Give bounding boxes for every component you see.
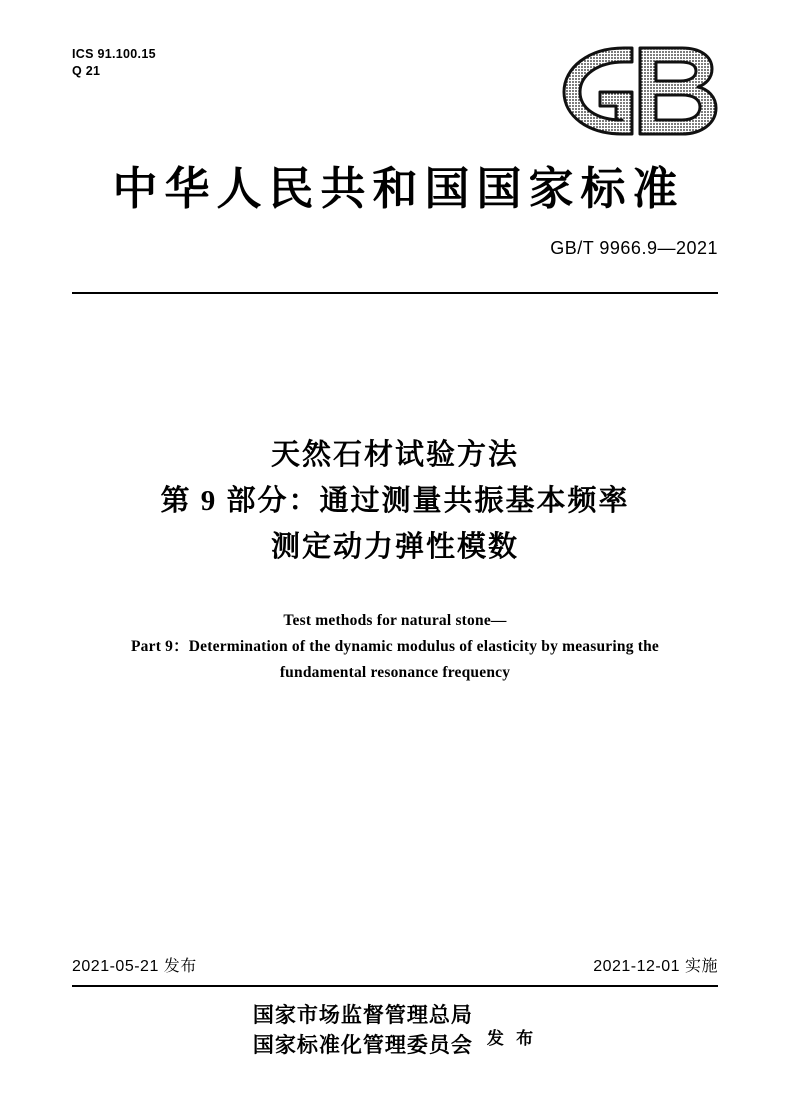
issuer-line-2: 国家标准化管理委员会 bbox=[252, 1033, 473, 1057]
issuer-names bbox=[253, 1000, 473, 1060]
divider-bottom bbox=[72, 985, 718, 987]
gb-logo-icon bbox=[554, 42, 724, 138]
english-title-line-1: Test methods for natural stone— bbox=[283, 612, 507, 629]
implementation-date: 2021-12-01 实施 bbox=[593, 958, 718, 975]
english-title-line-2: Part 9：Determination of the dynamic modulus of elasticity by measuring the bbox=[131, 638, 659, 655]
issuer-line-1: 国家市场监督管理总局 bbox=[252, 1003, 473, 1027]
divider-top bbox=[72, 292, 718, 294]
page-title: 中华人民共和国国家标准 bbox=[112, 164, 685, 214]
chinese-title-line-2: 第 9 部分：通过测量共振基本频率 bbox=[160, 485, 630, 517]
ccs-code: Q 21 bbox=[72, 64, 101, 78]
chinese-title-line-3: 测定动力弹性模数 bbox=[270, 531, 519, 563]
issuer-verb: 发 布 bbox=[486, 1028, 538, 1048]
issuer-block bbox=[0, 1000, 790, 1060]
chinese-title bbox=[0, 432, 790, 570]
standard-number: GB/T 9966.9—2021 bbox=[550, 238, 718, 258]
english-title bbox=[80, 608, 710, 686]
classification-block bbox=[72, 46, 156, 80]
issue-date: 2021-05-21 发布 bbox=[72, 958, 197, 975]
ics-code: ICS 91.100.15 bbox=[72, 47, 156, 61]
english-title-line-3: fundamental resonance frequency bbox=[279, 664, 511, 681]
chinese-title-line-1: 天然石材试验方法 bbox=[270, 439, 519, 471]
